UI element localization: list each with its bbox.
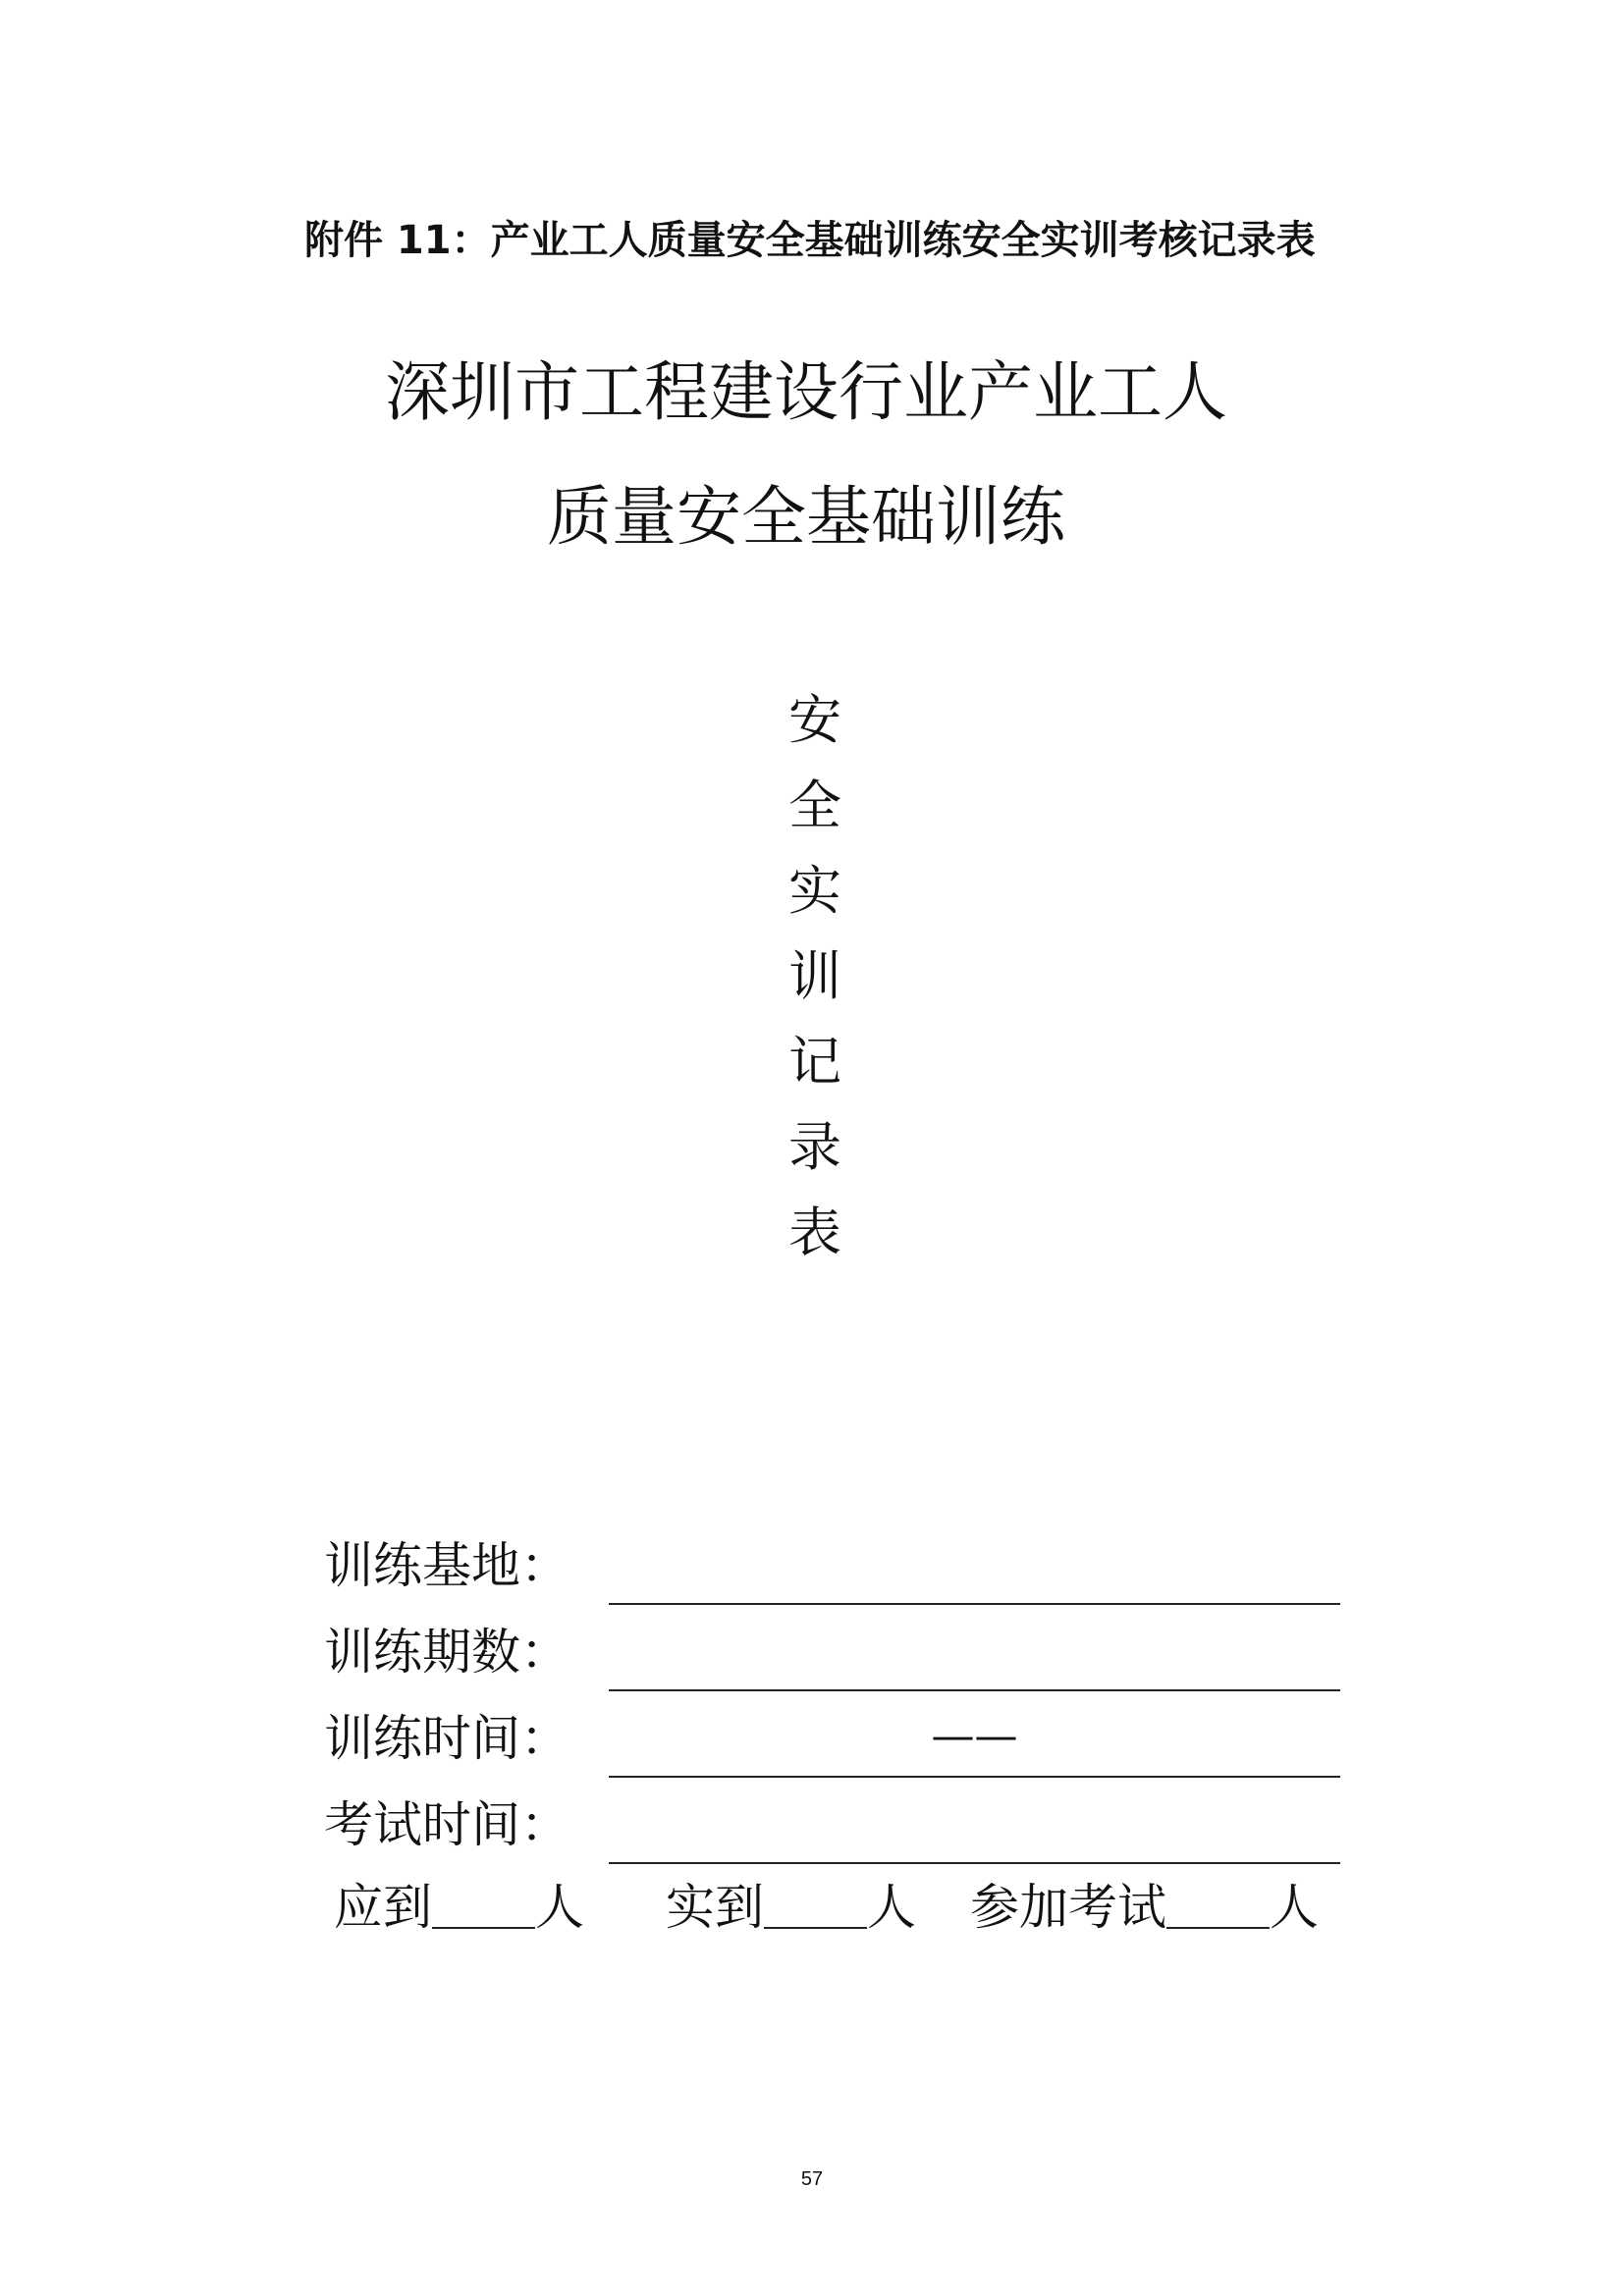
actual-attendance — [666, 1868, 916, 1947]
training-base-label: 训练基地： — [324, 1537, 569, 1594]
training-base-underline — [609, 1603, 1340, 1605]
exam-count-blank[interactable] — [1166, 1868, 1270, 1929]
training-session-row — [324, 1613, 1345, 1691]
page-number: 57 — [800, 2168, 824, 2190]
exam-unit: 人 — [1270, 1879, 1319, 1936]
vertical-title-char: 训 — [788, 945, 841, 1007]
expected-unit: 人 — [535, 1879, 584, 1936]
training-time-field[interactable]: —— — [931, 1711, 1018, 1761]
attendance-row — [334, 1868, 1355, 1947]
exam-time-label: 考试时间： — [324, 1796, 569, 1853]
exam-attendance — [970, 1868, 1319, 1947]
vertical-title-char: 录 — [788, 1116, 841, 1178]
training-time-label: 训练时间： — [324, 1710, 569, 1767]
vertical-record-title — [781, 677, 849, 1275]
expected-count-blank[interactable] — [432, 1868, 535, 1929]
expected-attendance — [334, 1868, 584, 1947]
exam-label: 参加考试 — [970, 1879, 1166, 1936]
training-session-underline — [609, 1689, 1340, 1691]
main-title-line-2: 质量安全基础训练 — [547, 479, 1065, 555]
vertical-title-char: 记 — [788, 1031, 841, 1093]
vertical-title-char: 实 — [788, 860, 841, 922]
training-time-row — [324, 1699, 1345, 1778]
actual-label: 实到 — [666, 1879, 764, 1936]
training-time-underline — [609, 1776, 1340, 1778]
vertical-title-char: 全 — [788, 774, 841, 836]
vertical-title-char: 表 — [788, 1201, 841, 1263]
expected-label: 应到 — [334, 1879, 432, 1936]
exam-time-underline — [609, 1862, 1340, 1864]
main-title-line-1: 深圳市工程建设行业产业工人 — [385, 354, 1227, 430]
vertical-title-char: 安 — [788, 689, 841, 751]
training-session-label: 训练期数： — [324, 1624, 569, 1681]
actual-count-blank[interactable] — [764, 1868, 867, 1929]
training-base-row — [324, 1526, 1345, 1605]
annex-heading: 附件 11：产业工人质量安全基础训练安全实训考核记录表 — [304, 218, 1316, 263]
actual-unit: 人 — [867, 1879, 916, 1936]
exam-time-row — [324, 1786, 1345, 1864]
